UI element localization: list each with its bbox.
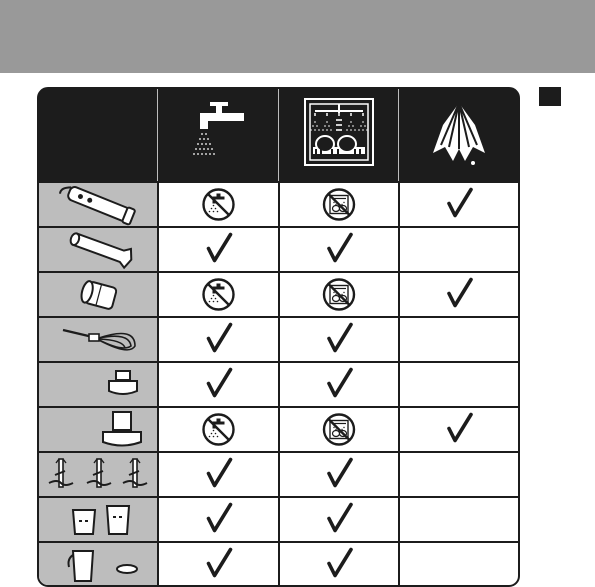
part-cell <box>39 543 157 586</box>
check-icon <box>280 318 398 361</box>
header-dishwasher <box>278 89 398 181</box>
status-cell <box>398 498 518 541</box>
chopper-blades-icon <box>39 453 157 496</box>
no-dishwasher-icon <box>280 183 398 226</box>
status-cell <box>278 453 398 496</box>
check-icon <box>159 318 278 361</box>
status-cell <box>278 363 398 406</box>
status-cell <box>157 543 278 586</box>
table-row <box>39 496 518 541</box>
table-row <box>39 316 518 361</box>
table-row <box>39 361 518 406</box>
header-tap-water <box>157 89 278 181</box>
check-icon <box>280 363 398 406</box>
part-cell <box>39 408 157 451</box>
status-cell <box>398 453 518 496</box>
status-cell <box>278 228 398 271</box>
beaker-and-lid-icon <box>39 543 157 586</box>
status-cell <box>278 273 398 316</box>
part-cell <box>39 453 157 496</box>
part-cell <box>39 273 157 316</box>
table-row <box>39 181 518 226</box>
check-icon <box>280 498 398 541</box>
coupling-piece-icon <box>39 273 157 316</box>
part-cell <box>39 363 157 406</box>
status-cell <box>398 408 518 451</box>
header-dry-cloth <box>398 89 518 181</box>
status-cell <box>398 543 518 586</box>
motor-unit-icon <box>39 183 157 226</box>
status-cell <box>278 543 398 586</box>
status-cell <box>398 318 518 361</box>
status-cell <box>398 273 518 316</box>
status-cell <box>398 363 518 406</box>
check-icon <box>280 228 398 271</box>
part-cell <box>39 318 157 361</box>
dry-cloth-icon <box>399 89 519 181</box>
status-cell <box>398 183 518 226</box>
status-cell <box>398 228 518 271</box>
large-chopper-lid-icon <box>39 408 157 451</box>
status-cell <box>278 318 398 361</box>
status-cell <box>157 318 278 361</box>
table-row <box>39 451 518 496</box>
check-icon <box>280 453 398 496</box>
status-cell <box>157 228 278 271</box>
check-icon <box>400 183 518 226</box>
whisk-icon <box>39 318 157 361</box>
status-cell <box>157 408 278 451</box>
status-cell <box>157 498 278 541</box>
status-cell <box>157 363 278 406</box>
top-band <box>0 0 595 73</box>
tap-water-icon <box>158 89 279 181</box>
check-icon <box>159 498 278 541</box>
no-rinse-icon <box>159 408 278 451</box>
status-cell <box>278 183 398 226</box>
no-rinse-icon <box>159 273 278 316</box>
status-cell <box>278 498 398 541</box>
status-cell <box>157 453 278 496</box>
small-chopper-lid-icon <box>39 363 157 406</box>
table-row <box>39 541 518 585</box>
no-dishwasher-icon <box>280 408 398 451</box>
part-cell <box>39 498 157 541</box>
header-row <box>39 89 518 181</box>
table-row <box>39 406 518 451</box>
status-cell <box>157 183 278 226</box>
check-icon <box>159 453 278 496</box>
check-icon <box>280 543 398 586</box>
table-row <box>39 271 518 316</box>
check-icon <box>400 273 518 316</box>
check-icon <box>159 543 278 586</box>
part-cell <box>39 183 157 226</box>
chopper-bowls-icon <box>39 498 157 541</box>
no-dishwasher-icon <box>280 273 398 316</box>
status-cell <box>157 273 278 316</box>
status-cell <box>278 408 398 451</box>
part-cell <box>39 228 157 271</box>
cleaning-table <box>37 87 520 587</box>
check-icon <box>159 228 278 271</box>
table-row <box>39 226 518 271</box>
dishwasher-icon <box>279 89 399 181</box>
check-icon <box>159 363 278 406</box>
no-rinse-icon <box>159 183 278 226</box>
check-icon <box>400 408 518 451</box>
blender-shaft-icon <box>39 228 157 271</box>
section-marker <box>539 87 561 106</box>
